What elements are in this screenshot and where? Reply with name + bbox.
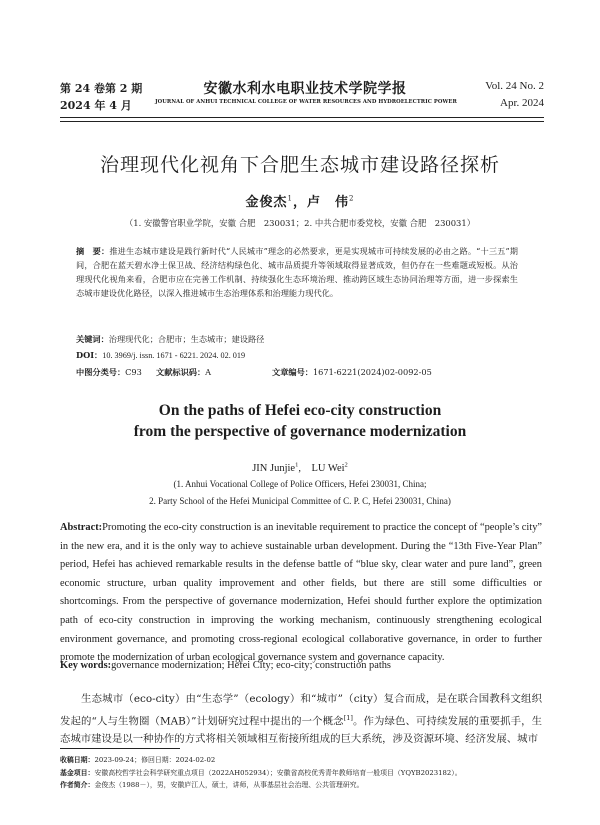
article-number-value: 1671-6221(2024)02-0092-05 <box>312 367 432 377</box>
clc-label: 中图分类号： <box>76 367 126 377</box>
title-en-line: from the perspective of governance modernization <box>133 423 467 440</box>
volume-en: Vol. 24 No. 2 <box>485 80 544 92</box>
keywords-en-label: Key words: <box>60 660 112 671</box>
header-rule-thick <box>60 117 544 118</box>
citation-ref: [1] <box>343 713 353 722</box>
fund-label: 基金项目： <box>60 768 95 777</box>
affiliation-mark: 2 <box>349 194 355 203</box>
author-name: 金俊杰 <box>245 195 288 210</box>
footnote-fund <box>60 767 560 780</box>
abstract-en-label: Abstract: <box>60 522 103 533</box>
affiliation-mark: 2 <box>344 461 348 469</box>
keywords-cn-label: 关键词： <box>76 334 109 344</box>
received-label: 收稿日期： <box>60 756 95 764</box>
keywords-cn <box>76 334 518 345</box>
authors-cn <box>40 191 560 210</box>
author-name: JIN Junjie <box>252 463 296 474</box>
received-value: 2023-09-24；修回日期：2024-02-02 <box>94 756 216 764</box>
abstract-cn-text: 推进生态城市建设是践行新时代“人民城市”理念的必然要求，更是实现城市可持续发展的必由之路。“十三五”期间，合肥在蓝天碧水净土保卫战、经济结构绿色化、城市品质提升等领域取得显著成效，但仍存在一些难题或短板。从治理现代化视角来看，合肥市应在完善工作机制、持续强化生态环境治理、推动跨区域生态协同治理等方面，进一步探索生态城市建设优化路径，以深入推进城市生态治理体系和治理能力现代化。 <box>76 246 518 298</box>
doi-label: DOI： <box>76 350 103 360</box>
abstract-cn-label: 摘 要： <box>76 246 110 256</box>
keywords-en-text: governance modernization; Hefei City; eco-city; construction paths <box>111 660 391 671</box>
abstract-cn <box>76 244 518 300</box>
affiliation-en-line: 2. Party School of the Hefei Municipal Committee of C. P. C, Hefei 230031, China) <box>149 496 451 506</box>
journal-title-en: JOURNAL OF ANHUI TECHNICAL COLLEGE OF WATER RESOURCES AND HYDROELECTRIC POWER <box>155 99 457 105</box>
running-header <box>60 78 544 118</box>
clc-value: C93 <box>125 367 142 377</box>
doi-line <box>76 350 245 361</box>
author-separator: , <box>298 463 312 474</box>
author-bio-label: 作者简介： <box>60 781 95 789</box>
abstract-en-text: Promoting the eco-city construction is an inevitable requirement to practice the concept of “people’s city” in the new era, and it is the only way to achieve sustainable urban development. During the “13th Five-Year Plan” period, Hefei has achieved remarkable results in the defense battle of “blue sky, clear water and pure land”, green economic structure, urban quality improvement and other fields, but there are still some difficulties or shortcomings. From the perspective of governance modernization, Hefei should further explore the optimization path of eco-city construction in improving the working mechanism, continuously strengthening ecological environment governance, and promoting cross-regional ecological collaborative governance, in order to further promote the modernization of urban ecological governance system and governance capacity. <box>60 522 542 664</box>
header-rule-thin <box>60 121 544 122</box>
affiliation-en-line: (1. Anhui Vocational College of Police Officers, Hefei 230031, China; <box>173 479 427 489</box>
keywords-cn-text: 治理现代化；合肥市；生态城市；建设路径 <box>108 334 265 344</box>
article-title-cn: 治理现代化视角下合肥生态城市建设路径探析 <box>99 154 500 176</box>
authors-en <box>40 460 560 475</box>
keywords-en <box>60 660 542 671</box>
footnote-received <box>60 754 560 767</box>
abstract-en <box>60 519 542 668</box>
affiliation-mark: 1 <box>295 461 299 469</box>
doc-code-label: 文献标识码： <box>156 367 206 377</box>
body-paragraph <box>60 690 542 749</box>
article-title-en <box>40 400 560 442</box>
footnote-author <box>60 779 560 792</box>
doi-value: 10. 3969/j. issn. 1671 - 6221. 2024. 02. 019 <box>102 351 246 360</box>
journal-title-cn: 安徽水利水电职业技术学院学报 <box>203 81 407 97</box>
footnote <box>60 754 560 792</box>
author-name: 卢 伟 <box>307 195 350 210</box>
classification-row <box>76 367 518 378</box>
affiliation-cn: （1. 安徽警官职业学院，安徽 合肥 230031；2. 中共合肥市委党校，安徽 合肥 230031） <box>124 218 476 228</box>
author-name: LU Wei <box>311 463 345 474</box>
title-en-line: On the paths of Hefei eco-city construction <box>158 402 442 419</box>
author-bio-value: 金俊杰（1988－），男，安徽庐江人，硕士，讲师，从事基层社会治理、公共管理研究。 <box>94 781 364 789</box>
author-separator: ， <box>292 195 307 210</box>
affiliation-mark: 1 <box>287 194 293 203</box>
footnote-rule <box>60 748 180 749</box>
date-cn: 2024 年 4 月 <box>60 99 132 112</box>
fund-value: 安徽高校哲学社会科学研究重点项目（2022AH052934）；安徽省高校优秀青年教师培育一般项目（YQYB2023182）。 <box>94 768 462 777</box>
body-text: 。作为绿色、可持续发展的重要抓手，生态城市建设是以一种协作的方式将相关领域相互衔接所组成的巨大系统，涉及资源环境、经济发展、城市 <box>60 714 543 746</box>
date-en: Apr. 2024 <box>500 97 544 109</box>
article-number-label: 文章编号： <box>272 367 313 377</box>
volume-cn: 第 24 卷第 2 期 <box>60 82 143 95</box>
affiliation-en <box>40 476 560 510</box>
doc-code-value: A <box>205 367 212 377</box>
body-text: 生态城市（eco-city）由“生态学”（ecology）和“城市”（city）复合而成，是在联合国教科文组织发起的“人与生物圈（MAB）”计划研究过程中提出的一个概念 <box>60 693 542 727</box>
